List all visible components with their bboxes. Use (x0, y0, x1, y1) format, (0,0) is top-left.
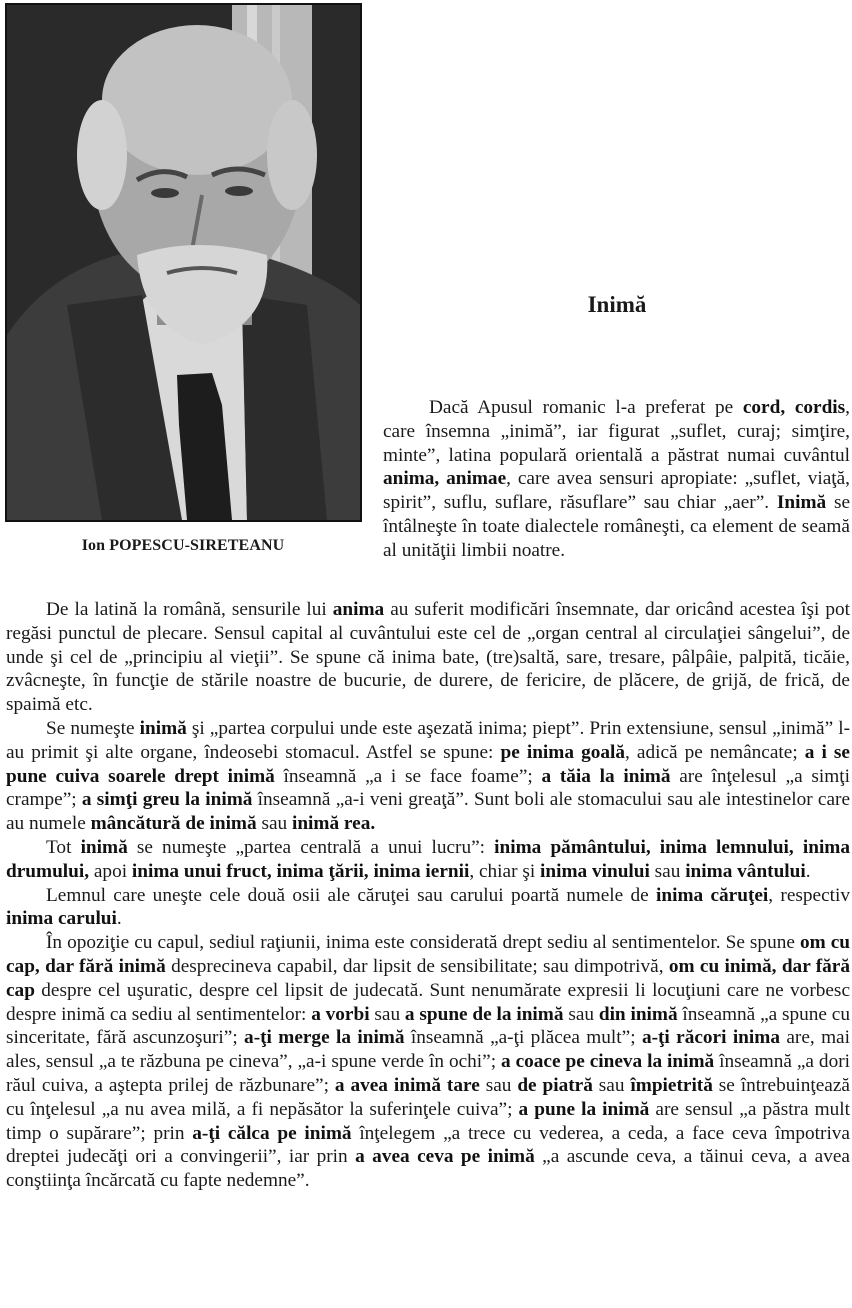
article-title: Inimă (587, 292, 647, 317)
bold-expression: a tăia la inimă (541, 765, 671, 787)
bold-expression: a-ţi răcori inima (641, 1027, 780, 1049)
article-body (6, 598, 850, 1193)
bold-expression: a avea ceva pe inimă (355, 1146, 535, 1168)
bold-expression: inima vântului (685, 860, 806, 882)
author-portrait-photo (5, 3, 362, 522)
body-paragraph: Se numeşte inimă şi „partea corpului unde este aşezată inima; piept”. Prin extensiune, sensul „inimă” l-au primit şi alte organe, îndeosebi stomacul. Astfel se spune: pe inima goală, adică pe nemâncate; a i se pune cuiva soarele drept inimă înseamnă „a i se face foame”; a tăia la inimă are înţelesul „a simţi crampe”; a simţi greu la inimă înseamnă „a-i veni greaţă”. Sunt boli ale stomacului sau ale intestinelor care au numele mâncătură de inimă sau inimă rea. (6, 717, 851, 835)
bold-expression: inimă (80, 836, 128, 858)
bold-expression: a simţi greu la inimă (81, 789, 253, 811)
bold-expression: inima carului (6, 908, 117, 930)
body-paragraph: Lemnul care uneşte cele două osii ale căruţei sau carului poartă numele de inima căruţei, respectiv inima carului. (6, 884, 851, 930)
bold-expression: a-ţi călca pe inimă (192, 1122, 352, 1144)
bold-expression: om cu cap, dar fără inimă (6, 932, 850, 977)
bold-expression: inima pământului, inima lemnului, inima drumului, (6, 836, 851, 882)
bold-expression: a avea inimă tare (334, 1074, 480, 1096)
bold-expression: pe inima goală (500, 741, 625, 763)
bold-expression: împietrită (630, 1074, 713, 1096)
bold-expression: Inimă (776, 492, 827, 514)
bold-expression: inima vinului (540, 860, 650, 882)
bold-expression: anima, animae (383, 468, 507, 490)
portrait-illustration (7, 5, 360, 520)
bold-expression: a coace pe cineva la inimă (501, 1051, 715, 1073)
portrait-caption: Ion POPESCU-SIRETEANU (81, 537, 285, 554)
bold-expression: inimă (139, 717, 187, 739)
intro-paragraph: Dacă Apusul romanic l-a preferat pe cord, cordis, care însemna „inimă”, iar figurat „suflet, curaj; simţire, minte”, latina populară orientală a păstrat numai cuvântul anima, animae, care avea sensuri apropiate: „suflet, viaţă, spirit”, suflu, suflare, răsuflare” sau chiar „aer”. Inimă se întâlneşte în toate dialectele româneşti, ca element de seamă al unităţii limbii noatre. (383, 397, 851, 561)
bold-expression: a spune de la inimă (404, 1003, 564, 1025)
bold-expression: din inimă (598, 1003, 678, 1025)
bold-expression: a pune la inimă (518, 1098, 650, 1120)
bold-expression: de piatră (517, 1074, 593, 1096)
bold-expression: inima căruţei (656, 884, 769, 906)
bold-expression: a i se pune cuiva soarele drept inimă (6, 741, 850, 787)
body-paragraph: De la latină la română, sensurile lui anima au suferit modificări însemnate, dar oricând acestea îşi pot regăsi punctul de plecare. Sensul capital al cuvântului este cel de „organ central al circulaţiei sângelui”, de unde şi cel de „principiu al vieţii”. Se spune că inima bate, (tre)saltă, sare, tresare, pâlpâie, palpită, ticăie, zvâcneşte, în funcţie de stările noastre de bucurie, de durere, de fericire, de plăcere, de grijă, de frică, de spaimă etc. (6, 599, 851, 716)
bold-expression: inima unui fruct, inima ţării, inima iernii (131, 860, 470, 882)
bold-expression: a vorbi (311, 1003, 370, 1025)
bold-expression: anima (332, 599, 385, 620)
body-paragraph: Tot inimă se numeşte „partea centrală a unui lucru”: inima pământului, inima lemnului, inima drumului, apoi inima unui fruct, inima ţării, inima iernii, chiar şi inima vinului sau inima vântului. (6, 836, 851, 882)
bold-expression: om cu inimă, dar fără cap (6, 955, 850, 1001)
body-paragraph: În opoziţie cu capul, sediul raţiunii, inima este considerată drept sediu al sentimentelor. Se spune om cu cap, dar fără inimă desprecineva capabil, dar lipsit de sensibilitate; sau dimpotrivă, om cu inimă, dar fără cap despre cel uşuratic, despre cel lipsit de judecată. Sunt nenumărate expresii li locuţiuni care ne vorbesc despre inimă ca sediu al sentimentelor: a vorbi sau a spune de la inimă sau din inimă înseamnă „a spune cu sinceritate, fără ascunzoşuri”; a-ţi merge la inimă înseamnă „a-ţi plăcea mult”; a-ţi răcori inima are, mai ales, sensul „a te răzbuna pe cineva”, „a-i spune verde în ochi”; a coace pe cineva la inimă înseamnă „a dori răul cuiva, a aştepta prilej de răzbunare”; a avea inimă tare sau de piatră sau împietrită se întrebuinţează cu înţelesul „a nu avea milă, a fi nepăsător la suferinţele cuiva”; a pune la inimă are sensul „a păstra mult timp o supărare”; prin a-ţi călca pe inimă înţelegem „a trece cu vederea, a ceda, a face ceva împotriva dreptei judecăţi ori a convingerii”, iar prin a avea ceva pe inimă „a ascunde ceva, a tăinui ceva, a avea conştiinţa încărcată cu fapte nedemne”. (6, 932, 851, 1192)
bold-expression: mâncătură de inimă (90, 813, 257, 835)
bold-expression: cord, cordis (742, 397, 846, 418)
bold-expression: a-ţi merge la inimă (244, 1027, 405, 1049)
bold-expression: inimă rea. (291, 813, 376, 835)
